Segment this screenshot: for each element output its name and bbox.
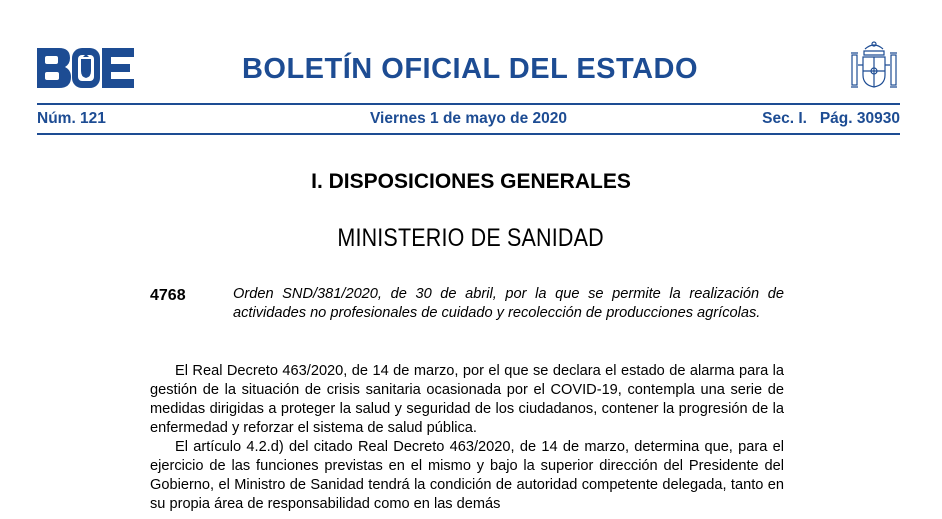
boe-logo[interactable] [37, 48, 134, 88]
publication-title: BOLETÍN OFICIAL DEL ESTADO [241, 53, 699, 85]
header-meta-row [37, 110, 900, 130]
header-divider-top [37, 103, 900, 105]
paragraph: El artículo 4.2.d) del citado Real Decreto 463/2020, de 14 de marzo, determina que, para el ejercicio de las funciones previstas en el mismo y bajo la superior dirección del Presidente del Gobierno, el Ministro de Sanidad tendrá la condición de autoridad competente delegada, tanto en su propia área de responsabilidad como en las demás [150, 439, 784, 512]
section-title: I. DISPOSICIONES GENERALES [311, 170, 631, 193]
body-text [150, 362, 784, 514]
issue-number: Núm. 121 [37, 110, 106, 127]
order-title: Orden SND/381/2020, de 30 de abril, por la que se permite la realización de actividades no profesionales de cuidado y recolección de producciones agrícolas. [233, 286, 784, 321]
order-number: 4768 [150, 287, 186, 304]
coat-of-arms-icon [848, 41, 900, 93]
section-page: Sec. I. Pág. 30930 [762, 110, 900, 127]
paragraph: El Real Decreto 463/2020, de 14 de marzo, por el que se declara el estado de alarma para la gestión de la situación de crisis sanitaria ocasionada por el COVID-19, contempla una serie de medidas dirigidas a proteger la salud y seguridad de los ciudadanos, contener la progresión de la enfermedad y reforzar el sistema de salud pública. [150, 363, 784, 436]
header-divider-bottom [37, 133, 900, 135]
ministry-name: MINISTERIO DE SANIDAD [337, 224, 604, 252]
issue-date: Viernes 1 de mayo de 2020 [369, 110, 568, 127]
